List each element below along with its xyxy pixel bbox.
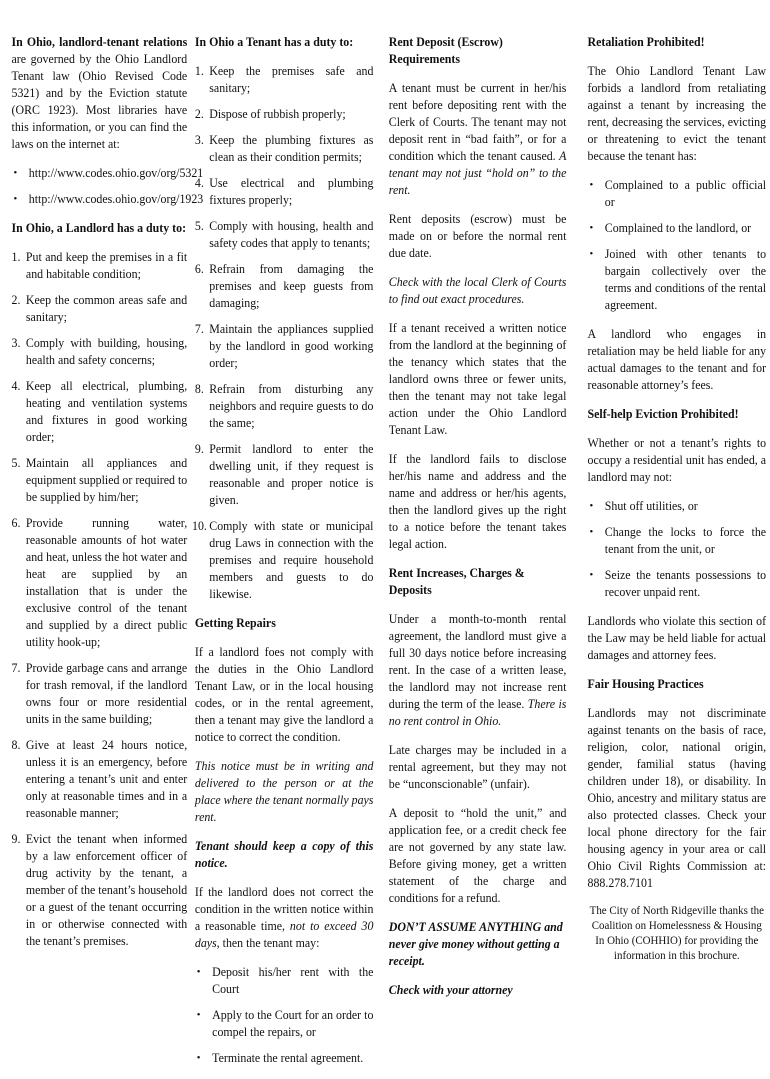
text-part-italic: not to exceed 30 days, xyxy=(194,919,374,950)
item-number: 2. xyxy=(11,293,21,307)
item-text: Comply with state or municipal drug Laws in connection with the premises and require household members and guests to do likewise. xyxy=(209,519,374,601)
item-text: Use electrical and plumbing fixtures properly; xyxy=(209,176,374,207)
item-text: Keep the plumbing fixtures as clean as their condition permits; xyxy=(209,133,374,164)
escrow-paragraph xyxy=(389,80,567,199)
list-item xyxy=(195,106,374,123)
landlord-duty-heading: In Ohio, a Landlord has a duty to: xyxy=(11,221,187,235)
bullet-icon: • xyxy=(196,1052,201,1064)
list-item xyxy=(195,1050,374,1067)
item-text: Apply to the Court for an order to compel the repairs, or xyxy=(212,1008,374,1039)
item-number: 3. xyxy=(194,133,204,147)
repairs-paragraph: If a landlord foes not comply with the duties in the Ohio Landlord Tenant Law, or in the local housing codes, or in the rental agreement, then a tenant may give the landlord a notice to correct the condition. xyxy=(194,645,374,744)
law-link-5321[interactable]: http://www.codes.ohio.gov/org/5321 xyxy=(28,166,204,180)
escrow-due-paragraph: Rent deposits (escrow) must be made on or before the normal rent due date. xyxy=(388,212,567,260)
bullet-icon: • xyxy=(589,222,594,234)
retaliation-paragraph: The Ohio Landlord Tenant Law forbids a landlord from retaliating against a tenant by increasing the rent, decreasing the services, evicting or threatening to evict the tenant because the tenant has: xyxy=(587,64,767,163)
item-text: Joined with other tenants to bargain collectively over the terms and conditions of the rental agreement. xyxy=(604,247,767,312)
column-rent-deposit xyxy=(389,34,567,1011)
list-item xyxy=(192,518,374,603)
item-text: Refrain from damaging the premises and keep guests from damaging; xyxy=(209,262,374,310)
item-number: 6. xyxy=(11,516,21,530)
bullet-icon: • xyxy=(196,966,201,978)
intro-paragraph xyxy=(12,34,188,153)
item-number: 9. xyxy=(11,832,21,846)
escrow-disclose-paragraph: If the landlord fails to disclose her/his name and address and the name and address or her/his agents, then the landlord gives up the right to a notice before the tenant takes legal action. xyxy=(388,452,567,551)
attorney-note: Check with your attorney xyxy=(388,983,513,997)
rent-increase-paragraph xyxy=(389,611,567,730)
list-item xyxy=(195,964,374,998)
item-text: Maintain the appliances supplied by the landlord in good working order; xyxy=(209,322,374,370)
repairs-copy-note: Tenant should keep a copy of this notice. xyxy=(194,839,374,870)
list-item xyxy=(588,177,767,211)
list-item xyxy=(12,737,188,822)
item-text: Refrain from disturbing any neighbors and require guests to do the same; xyxy=(209,382,374,430)
list-item xyxy=(588,498,767,515)
rent-increase-heading: Rent Increases, Charges & Deposits xyxy=(388,566,525,597)
fair-housing-heading: Fair Housing Practices xyxy=(587,677,704,691)
list-item xyxy=(195,321,374,372)
list-item xyxy=(195,381,374,432)
item-number: 8. xyxy=(194,382,204,396)
deposit-paragraph: A deposit to “hold the unit,” and application fee, or a credit check fee are not governed by any state law. Before giving money, get a written statement of the charge and conditions for a refund. xyxy=(388,806,567,905)
item-number: 1. xyxy=(11,250,21,264)
item-number: 4. xyxy=(11,379,21,393)
item-number: 7. xyxy=(194,322,204,336)
column-tenant-duties xyxy=(192,34,374,1079)
column-retaliation xyxy=(588,34,767,976)
list-item xyxy=(12,515,188,651)
item-text: Provide running water, reasonable amounts of hot water and heat, unless the hot water and heat are supplied by an installation that is under the exclusive control of the tenant and supplied by a direct public utility hook-up; xyxy=(25,516,188,649)
bullet-icon: • xyxy=(589,179,594,191)
bullet-icon: • xyxy=(13,167,18,179)
intro-text: are governed by the Ohio Landlord Tenant law (Ohio Revised Code 5321) and by the Eviction statute (ORC 1923). Most libraries have this information, or you can find the laws on the internet at: xyxy=(11,52,188,151)
list-item xyxy=(195,132,374,166)
item-text: Keep all electrical, plumbing, heating and ventilation systems and fixtures in good working order; xyxy=(25,379,188,444)
list-item xyxy=(588,220,767,237)
repairs-notice-paragraph: This notice must be in writing and delivered to the person or at the place where the tenant normally pays rent. xyxy=(194,759,374,824)
item-text: Complained to the landlord, or xyxy=(604,221,752,235)
item-text: Terminate the rental agreement. xyxy=(212,1051,364,1065)
list-item xyxy=(195,441,374,509)
text-part-italic: A tenant may not just “hold on” to the rent. xyxy=(388,149,567,197)
item-number: 10. xyxy=(192,519,207,533)
list-item xyxy=(588,524,767,558)
list-item xyxy=(588,567,767,601)
late-charges-paragraph: Late charges may be included in a rental agreement, but they may not be “unconscionable” (unfair). xyxy=(388,743,567,791)
list-item xyxy=(12,660,188,728)
repairs-heading: Getting Repairs xyxy=(194,616,276,630)
list-item xyxy=(588,246,767,314)
item-text: Deposit his/her rent with the Court xyxy=(212,965,374,996)
escrow-check-paragraph: Check with the local Clerk of Courts to find out exact procedures. xyxy=(388,275,567,306)
list-item xyxy=(12,831,188,950)
list-item xyxy=(12,378,188,446)
bullet-icon: • xyxy=(13,193,18,205)
text-part: Under a month-to-month rental agreement, the landlord must give a full 30 days notice before increasing rent. In the case of a written lease, the landlord may not increase rent during the term of the lease. xyxy=(388,612,567,711)
item-text: Dispose of rubbish properly; xyxy=(209,107,346,121)
item-text: Permit landlord to enter the dwelling unit, if they request is reasonable and proper notice is given. xyxy=(209,442,374,507)
item-number: 3. xyxy=(11,336,21,350)
law-link-1923[interactable]: http://www.codes.ohio.gov/org/1923 xyxy=(28,192,204,206)
law-links-list xyxy=(12,165,204,208)
list-item xyxy=(195,218,374,252)
retaliation-heading: Retaliation Prohibited! xyxy=(587,35,705,49)
text-part: A tenant must be current in her/his rent before depositing rent with the Clerk of Courts. The tenant may not deposit rent in “bad faith”, or for a condition which the tenant caused. xyxy=(388,81,567,163)
selfhelp-liability-paragraph: Landlords who violate this section of the Law may be held liable for actual damages and attorney fees. xyxy=(587,614,767,662)
landlord-duty-list xyxy=(12,249,188,950)
list-item xyxy=(195,175,374,209)
tenant-duty-heading: In Ohio a Tenant has a duty to: xyxy=(194,35,354,49)
retaliation-list xyxy=(588,177,767,314)
item-text: Comply with housing, health and safety codes that apply to tenants; xyxy=(209,219,374,250)
repairs-options-intro xyxy=(195,884,374,952)
bullet-icon: • xyxy=(589,569,594,581)
item-number: 6. xyxy=(194,262,204,276)
item-number: 5. xyxy=(11,456,21,470)
item-text: Change the locks to force the tenant from the unit, or xyxy=(604,525,767,556)
credit-note: The City of North Ridgeville thanks the Coalition on Homelessness & Housing In Ohio (COHHIO) for providing the information in this brochure. xyxy=(589,905,764,962)
item-text: Complained to a public official or xyxy=(604,178,767,209)
item-number: 1. xyxy=(194,64,204,78)
selfhelp-paragraph: Whether or not a tenant’s rights to occupy a residential unit has ended, a landlord may not: xyxy=(587,436,767,484)
selfhelp-heading: Self-help Eviction Prohibited! xyxy=(587,407,739,421)
list-item xyxy=(12,455,188,506)
tenant-duty-list xyxy=(192,63,374,603)
item-text: Keep the common areas safe and sanitary; xyxy=(25,293,188,324)
retaliation-liability-paragraph: A landlord who engages in retaliation may be held liable for any actual damages to the tenant and for reasonable attorney’s fees. xyxy=(587,327,767,392)
item-text: Shut off utilities, or xyxy=(604,499,698,513)
item-number: 8. xyxy=(11,738,21,752)
bullet-icon: • xyxy=(196,1009,201,1021)
text-part: then the tenant may: xyxy=(219,936,320,950)
bullet-icon: • xyxy=(589,526,594,538)
item-text: Seize the tenants possessions to recover unpaid rent. xyxy=(604,568,767,599)
item-number: 9. xyxy=(194,442,204,456)
item-text: Evict the tenant when informed by a law enforcement officer of drug activity by the tenant, a member of the tenant’s household or a guest of the tenant occurring in or otherwise connected with the tenant’s premises. xyxy=(25,832,188,948)
list-item xyxy=(12,249,188,283)
list-item xyxy=(12,335,188,369)
item-number: 4. xyxy=(194,176,204,190)
bullet-icon: • xyxy=(589,500,594,512)
item-text: Put and keep the premises in a fit and habitable condition; xyxy=(25,250,188,281)
text-part: If the landlord does not correct the condition in the written notice within a reasonable time, xyxy=(194,885,374,933)
item-number: 5. xyxy=(194,219,204,233)
item-text: Keep the premises safe and sanitary; xyxy=(209,64,374,95)
item-number: 7. xyxy=(11,661,21,675)
selfhelp-list xyxy=(588,498,767,601)
item-text: Comply with building, housing, health and safety concerns; xyxy=(25,336,188,367)
bullet-icon: • xyxy=(589,248,594,260)
intro-lead: In Ohio, landlord-tenant relations xyxy=(11,35,188,49)
law-link-item[interactable] xyxy=(12,191,204,208)
item-text: Maintain all appliances and equipment supplied or required to be supplied by him/her; xyxy=(25,456,188,504)
text-part-italic: There is no rent control in Ohio. xyxy=(388,697,567,728)
item-text: Provide garbage cans and arrange for trash removal, if the landlord owns four or more residential units in the same building; xyxy=(25,661,188,726)
receipt-warning: DON’T ASSUME ANYTHING and never give money without getting a receipt. xyxy=(388,920,563,968)
item-number: 2. xyxy=(194,107,204,121)
escrow-three-units-paragraph: If a tenant received a written notice from the landlord at the beginning of the tenancy which states that the landlord owns three or fewer units, then the tenant may not take legal action under the Ohio Landlord Tenant Law. xyxy=(388,321,567,437)
law-link-item[interactable] xyxy=(12,165,204,182)
fair-housing-paragraph: Landlords may not discriminate against tenants on the basis of race, religion, color, national origin, gender, familial status (having children under 18), or disability. In Ohio, ancestry and military status are also protected classes. Check your local phone directory for the fair housing agency in your area or call Ohio Civil Rights Commission at: 888.278.7101 xyxy=(587,706,767,890)
list-item xyxy=(195,1007,374,1041)
item-text: Give at least 24 hours notice, unless it is an emergency, before entering a tenant’s unit and enter only at reasonable times and in a reasonable manner; xyxy=(25,738,188,820)
list-item xyxy=(195,63,374,97)
tenant-options-list xyxy=(195,964,374,1067)
escrow-heading: Rent Deposit (Escrow) Requirements xyxy=(388,35,503,66)
list-item xyxy=(12,292,188,326)
list-item xyxy=(195,261,374,312)
